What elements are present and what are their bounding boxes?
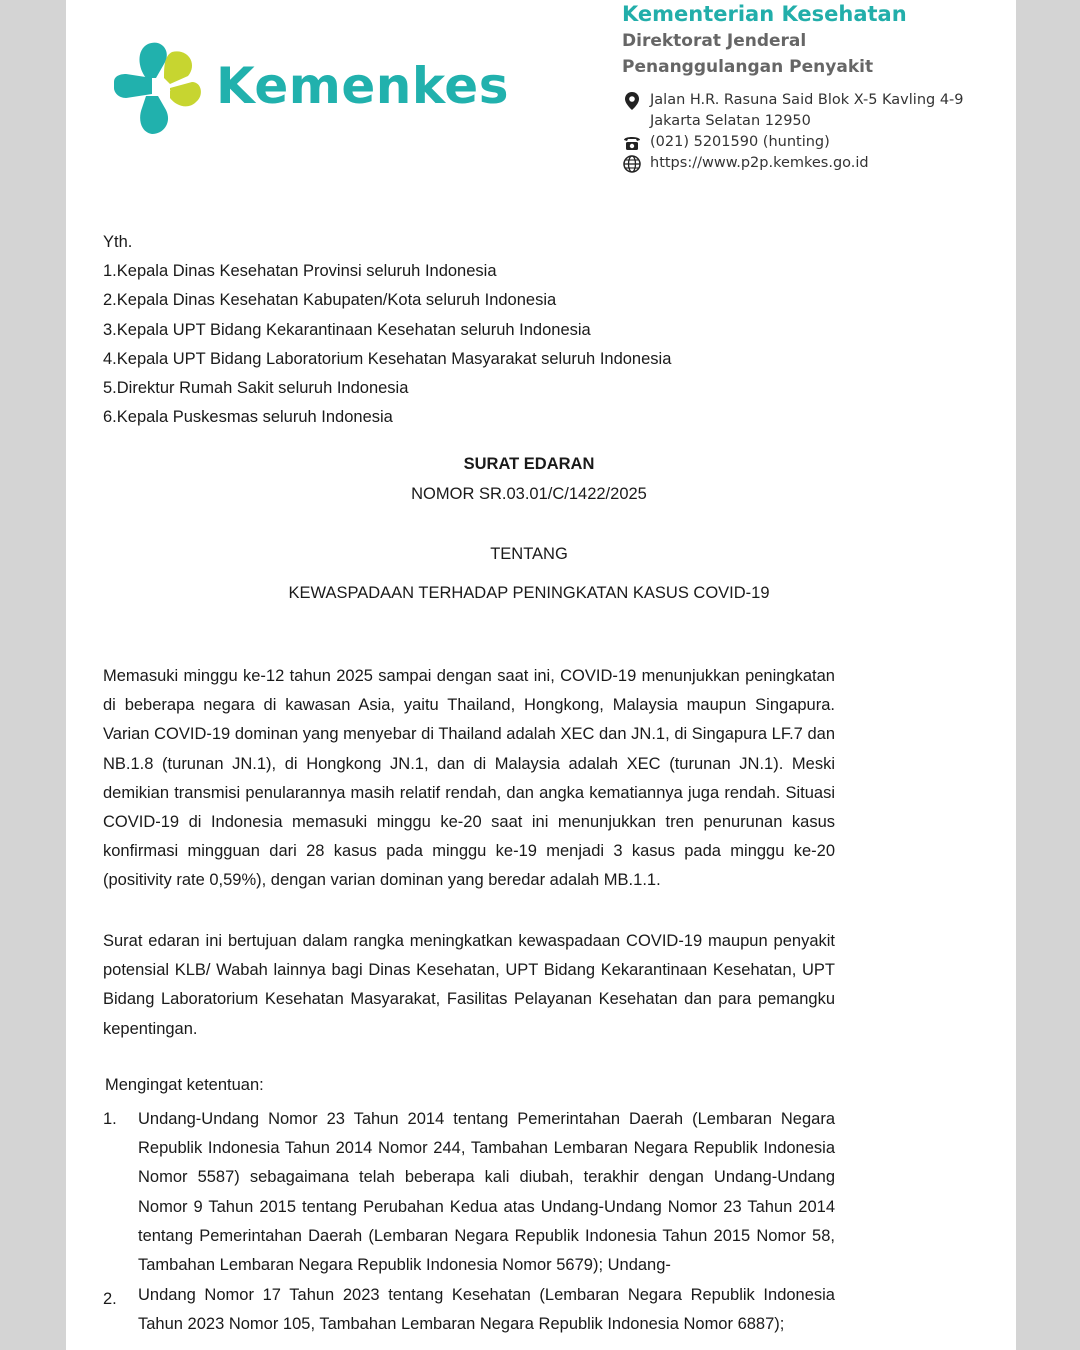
- org-name: Kementerian Kesehatan: [622, 2, 907, 26]
- recipient-item: 4.Kepala UPT Bidang Laboratorium Kesehatan Masyarakat seluruh Indonesia: [103, 349, 672, 368]
- list-item: [103, 1281, 835, 1339]
- recipient-item: 5.Direktur Rumah Sakit seluruh Indonesia: [103, 379, 409, 398]
- list-item-number: 2.: [103, 1290, 117, 1308]
- document-subject: KEWASPADAAN TERHADAP PENINGKATAN KASUS COVID-19: [288, 584, 770, 602]
- letterhead: [622, 0, 1012, 174]
- list-item: [103, 1105, 835, 1280]
- location-pin-icon: [622, 92, 642, 110]
- website-url[interactable]: https://www.p2p.kemkes.go.id: [650, 155, 869, 171]
- body-paragraph-2: Surat edaran ini bertujuan dalam rangka meningkatkan kewaspadaan COVID-19 maupun penyakit potensial KLB/ Wabah lainnya bagi Dinas Kesehatan, UPT Bidang Kekarantinaan Kesehatan, UPT Bidang Laboratorium Kesehatan Masyarakat, Fasilitas Pelayanan Kesehatan dan para pemangku kepentingan.: [103, 932, 835, 1038]
- phone-number: (021) 5201590 (hunting): [650, 134, 830, 150]
- telephone-icon: [622, 135, 642, 151]
- directorate-line2: Penanggulangan Penyakit: [622, 57, 874, 77]
- logo-wordmark: Kemenkes: [216, 57, 509, 115]
- contact-block: [622, 90, 1012, 174]
- mengingat-label: Mengingat ketentuan:: [105, 1076, 264, 1094]
- recipient-item: 6.Kepala Puskesmas seluruh Indonesia: [103, 408, 393, 427]
- recipient-item: 3.Kepala UPT Bidang Kekarantinaan Kesehatan seluruh Indonesia: [103, 320, 591, 339]
- recipient-list: [103, 228, 835, 432]
- kemenkes-emblem-icon: [112, 38, 212, 138]
- list-item-text: Undang-Undang Nomor 23 Tahun 2014 tentang Pemerintahan Daerah (Lembaran Negara Republik Indonesia Tahun 2014 Nomor 244, Tambahan Lembaran Negara Republik Indonesia Nomor 5587) sebagaimana telah beberapa kali diubah, terakhir dengan Undang-Undang Nomor 9 Tahun 2015 tentang Perubahan Kedua atas Undang-Undang Nomor 23 Tahun 2014 tentang Pemerintahan Daerah (Lembaran Negara Republik Indonesia Tahun 2015 Nomor 58, Tambahan Lembaran Negara Republik Indonesia Nomor 5679); Undang-: [138, 1110, 835, 1275]
- list-item-text: Undang Nomor 17 Tahun 2023 tentang Kesehatan (Lembaran Negara Republik Indonesia Tahun 2023 Nomor 105, Tambahan Lembaran Negara Republik Indonesia Nomor 6887);: [138, 1286, 835, 1334]
- tentang-label: TENTANG: [490, 545, 568, 563]
- document-number: NOMOR SR.03.01/C/1422/2025: [411, 485, 647, 503]
- list-item-number: 1.: [103, 1110, 117, 1128]
- address-line2: Jakarta Selatan 12950: [650, 113, 811, 129]
- kemenkes-logo: [112, 38, 532, 138]
- body-paragraph-1: Memasuki minggu ke-12 tahun 2025 sampai dengan saat ini, COVID-19 menunjukkan peningkatan di beberapa negara di kawasan Asia, yaitu Thailand, Hongkong, Malaysia maupun Singapura. Varian COVID-19 dominan yang menyebar di Thailand adalah XEC dan JN.1, di Singapura LF.7 dan NB.1.8 (turunan JN.1), di Hongkong JN.1, dan di Malaysia adalah XEC (turunan JN.1). Meski demikian transmisi penularannya masih relatif rendah, dan angka kematiannya juga rendah. Situasi COVID-19 di Indonesia memasuki minggu ke-20 saat ini menunjukkan tren penurunan kasus konfirmasi mingguan dari 28 kasus pada minggu ke-19 menjadi 3 kasus pada minggu ke-20 (positivity rate 0,59%), dengan varian dominan yang beredar adalah MB.1.1.: [103, 667, 835, 890]
- phone-row: [622, 132, 1012, 153]
- website-row: [622, 153, 1012, 174]
- address-row: [622, 90, 1012, 111]
- document-heading: SURAT EDARAN: [463, 455, 595, 473]
- address-row-2: [622, 111, 1012, 132]
- recipient-item: 1.Kepala Dinas Kesehatan Provinsi seluruh Indonesia: [103, 262, 497, 281]
- globe-icon: [622, 155, 642, 173]
- salutation: Yth.: [103, 233, 133, 251]
- recipient-item: 2.Kepala Dinas Kesehatan Kabupaten/Kota seluruh Indonesia: [103, 291, 557, 310]
- directorate-line1: Direktorat Jenderal: [622, 31, 807, 51]
- address-line1: Jalan H.R. Rasuna Said Blok X-5 Kavling 4-9: [650, 92, 964, 108]
